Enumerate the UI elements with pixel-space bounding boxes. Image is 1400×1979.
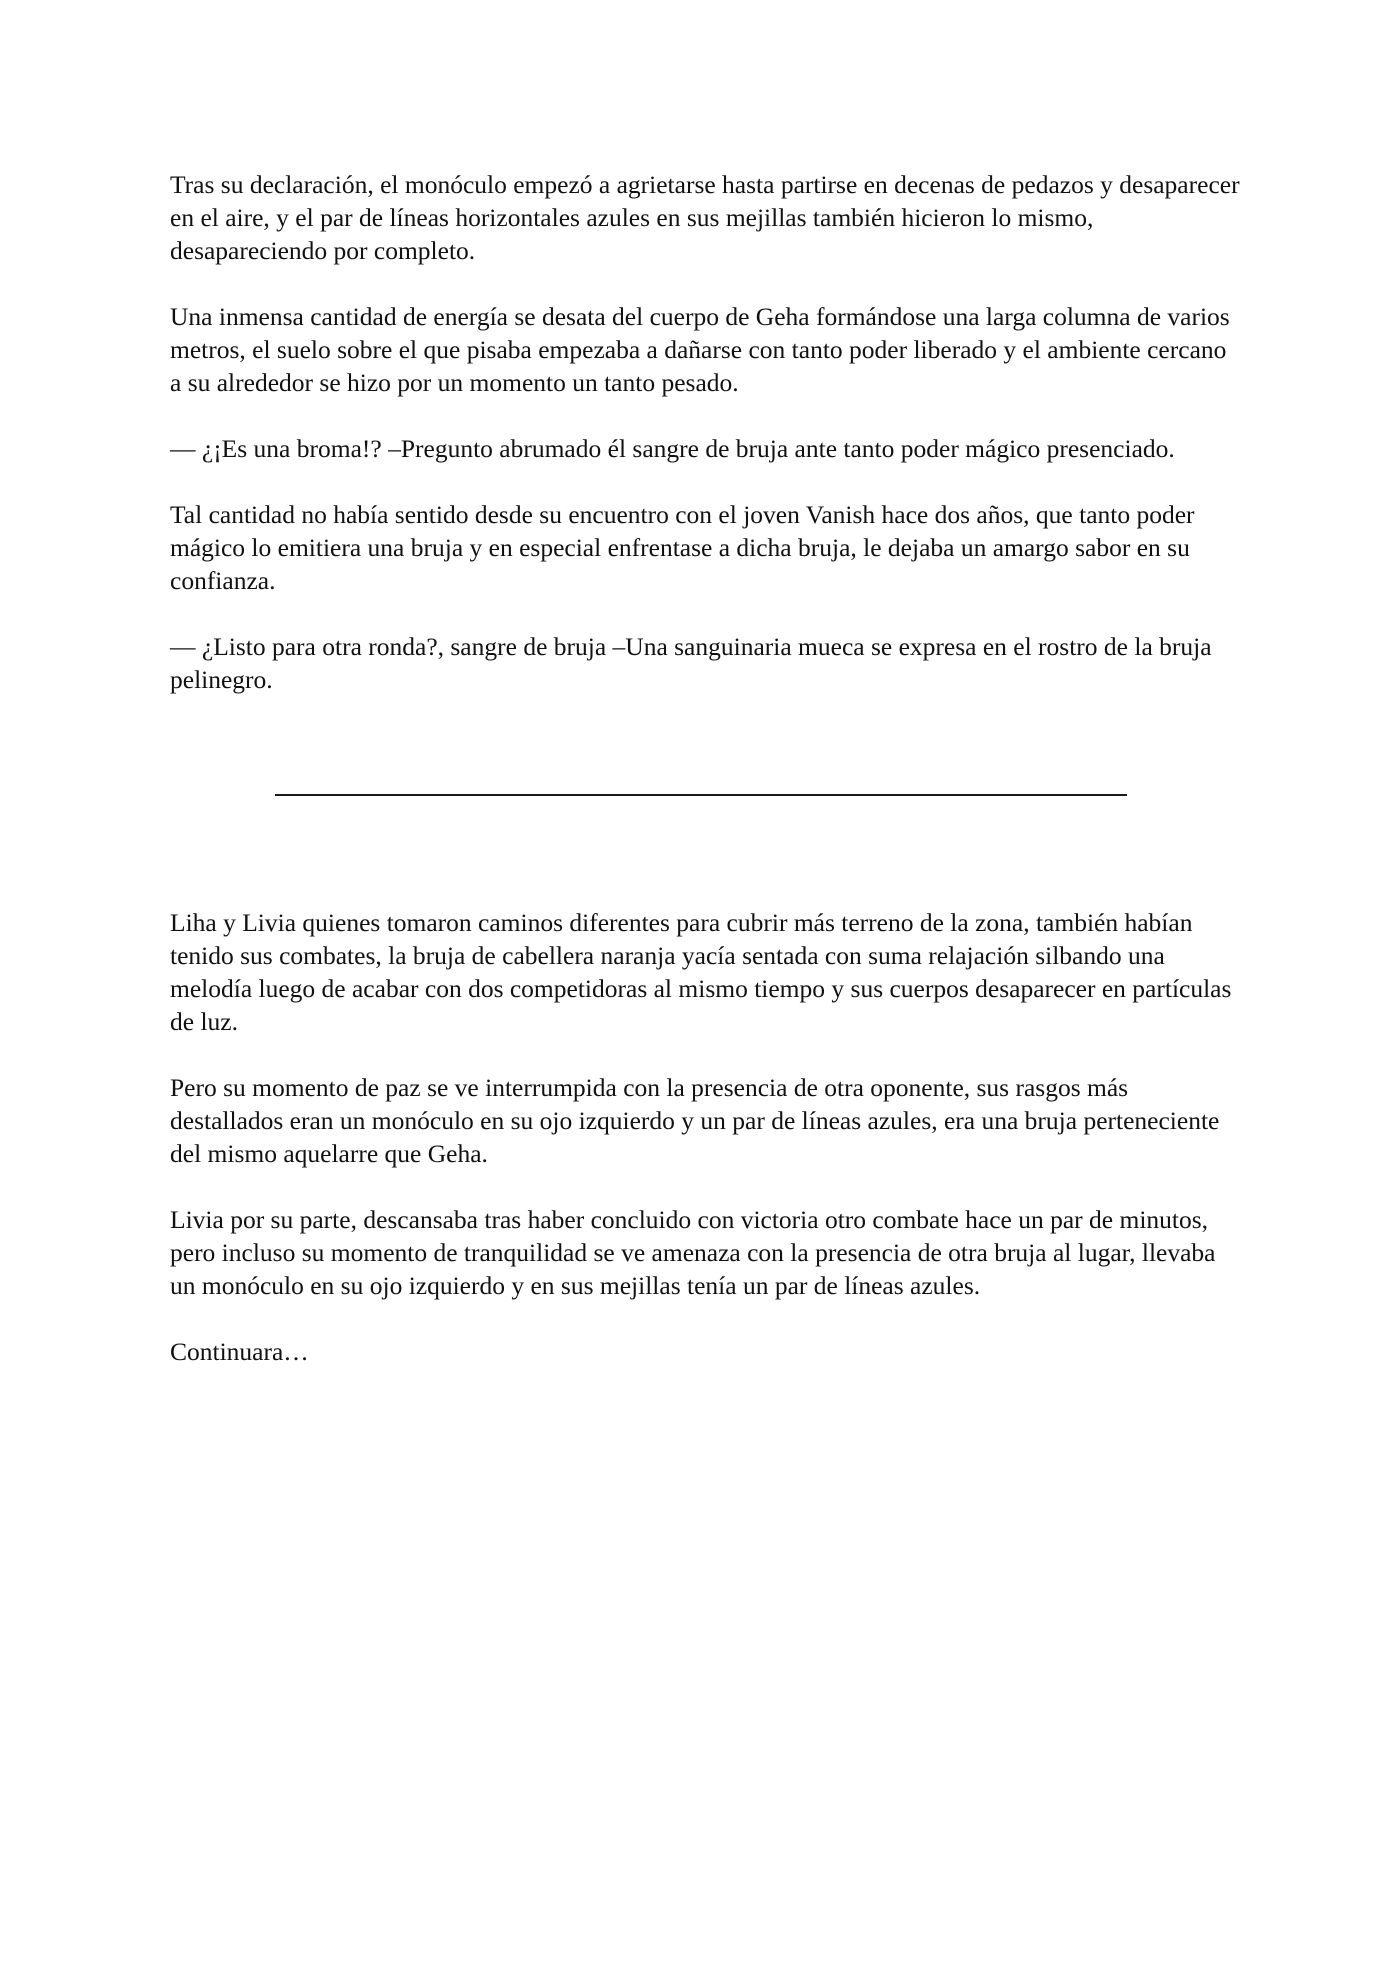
paragraph-continuara: Continuara…	[170, 1337, 309, 1366]
paragraph-liha-livia: Liha y Livia quienes tomaron caminos diferentes para cubrir más terreno de la zona, también habían tenido sus combates, la bruja de cabellera naranja yacía sentada con suma relajación silbando una melodía luego de acabar con dos competidoras al mismo tiempo y sus cuerpos desaparecer en partículas de luz.	[170, 908, 1232, 1036]
document-body	[170, 168, 1242, 1368]
paragraph-dialogue-broma: — ¿¡Es una broma!? –Pregunto abrumado él sangre de bruja ante tanto poder mágico presenciado.	[170, 434, 1175, 463]
paragraph-monocle-cracks: Tras su declaración, el monóculo empezó a agrietarse hasta partirse en decenas de pedazos y desaparecer en el aire, y el par de líneas horizontales azules en sus mejillas también hicieron lo mismo, desapareciendo por completo.	[170, 170, 1240, 265]
paragraph-new-opponent: Pero su momento de paz se ve interrumpida con la presencia de otra oponente, sus rasgos más destallados eran un monóculo en su ojo izquierdo y un par de líneas azules, era una bruja perteneciente del mismo aquelarre que Geha.	[170, 1073, 1220, 1168]
paragraph-dialogue-otra-ronda: — ¿Listo para otra ronda?, sangre de bruja –Una sanguinaria mueca se expresa en el rostro de la bruja pelinegro.	[170, 632, 1212, 694]
section-divider	[170, 744, 1242, 842]
divider-line	[275, 794, 1127, 796]
paragraph-energy-released: Una inmensa cantidad de energía se desata del cuerpo de Geha formándose una larga columna de varios metros, el suelo sobre el que pisaba empezaba a dañarse con tanto poder liberado y el ambiente cercano a su alrededor se hizo por un momento un tanto pesado.	[170, 302, 1230, 397]
paragraph-vanish-memory: Tal cantidad no había sentido desde su encuentro con el joven Vanish hace dos años, que tanto poder mágico lo emitiera una bruja y en especial enfrentase a dicha bruja, le dejaba un amargo sabor en su confianza.	[170, 500, 1195, 595]
paragraph-livia-rest: Livia por su parte, descansaba tras haber concluido con victoria otro combate hace un par de minutos, pero incluso su momento de tranquilidad se ve amenaza con la presencia de otra bruja al lugar, llevaba un monóculo en su ojo izquierdo y en sus mejillas tenía un par de líneas azules.	[170, 1205, 1216, 1300]
